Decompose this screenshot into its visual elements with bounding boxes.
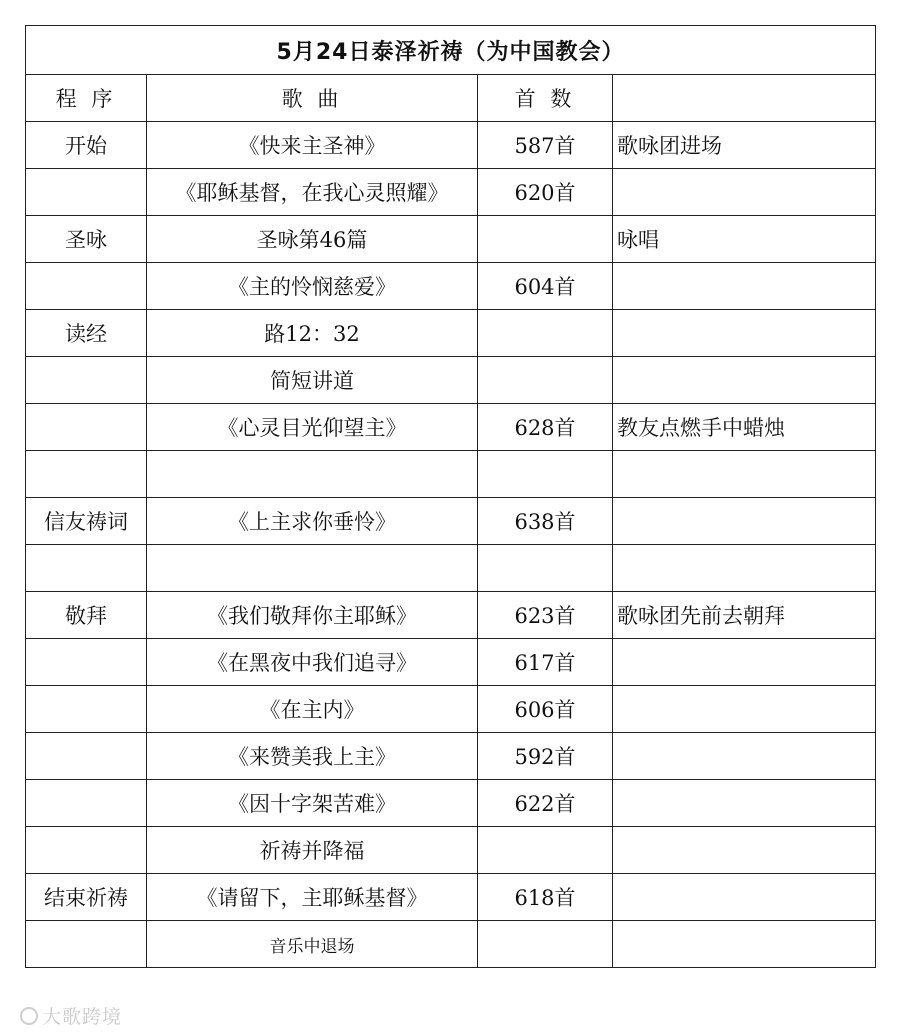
song-cell: 《耶稣基督，在我心灵照耀》 — [147, 169, 478, 216]
song-cell: 《上主求你垂怜》 — [147, 498, 478, 545]
step-cell — [26, 921, 147, 968]
table-row — [26, 451, 876, 498]
note-cell: 教友点燃手中蜡烛 — [613, 404, 876, 451]
watermark — [20, 1002, 122, 1029]
song-cell: 《心灵目光仰望主》 — [147, 404, 478, 451]
song-cell — [147, 545, 478, 592]
table-row — [26, 874, 876, 921]
step-cell — [26, 780, 147, 827]
table-row — [26, 545, 876, 592]
header-row — [26, 75, 876, 122]
note-cell — [613, 310, 876, 357]
step-cell — [26, 263, 147, 310]
header-song: 歌 曲 — [147, 75, 478, 122]
table-row — [26, 921, 876, 968]
step-cell — [26, 639, 147, 686]
number-cell: 606首 — [478, 686, 613, 733]
program-table — [25, 25, 876, 968]
song-cell: 《在黑夜中我们追寻》 — [147, 639, 478, 686]
number-cell — [478, 827, 613, 874]
table-row — [26, 498, 876, 545]
table-row — [26, 733, 876, 780]
note-cell — [613, 921, 876, 968]
title-row — [26, 26, 876, 75]
step-cell: 信友祷词 — [26, 498, 147, 545]
number-cell — [478, 451, 613, 498]
note-cell — [613, 545, 876, 592]
song-cell: 祈祷并降福 — [147, 827, 478, 874]
number-cell: 618首 — [478, 874, 613, 921]
number-cell — [478, 357, 613, 404]
number-cell: 620首 — [478, 169, 613, 216]
number-cell — [478, 545, 613, 592]
note-cell — [613, 498, 876, 545]
number-cell — [478, 216, 613, 263]
step-cell — [26, 545, 147, 592]
song-cell: 圣咏第46篇 — [147, 216, 478, 263]
note-cell — [613, 263, 876, 310]
number-cell: 622首 — [478, 780, 613, 827]
step-cell — [26, 451, 147, 498]
note-cell — [613, 827, 876, 874]
song-cell — [147, 451, 478, 498]
number-cell: 617首 — [478, 639, 613, 686]
circle-logo-icon — [20, 1007, 38, 1025]
header-note — [613, 75, 876, 122]
step-cell — [26, 357, 147, 404]
song-cell: 路12：32 — [147, 310, 478, 357]
table-row — [26, 639, 876, 686]
note-cell — [613, 451, 876, 498]
note-cell — [613, 169, 876, 216]
number-cell — [478, 310, 613, 357]
table-row — [26, 122, 876, 169]
step-cell: 敬拜 — [26, 592, 147, 639]
table-row — [26, 686, 876, 733]
song-cell: 《因十字架苦难》 — [147, 780, 478, 827]
step-cell — [26, 827, 147, 874]
note-cell: 歌咏团进场 — [613, 122, 876, 169]
header-step: 程 序 — [26, 75, 147, 122]
step-cell: 结束祈祷 — [26, 874, 147, 921]
table-row — [26, 357, 876, 404]
number-cell: 638首 — [478, 498, 613, 545]
watermark-text: 大歌跨境 — [42, 1006, 123, 1028]
step-cell: 读经 — [26, 310, 147, 357]
note-cell — [613, 733, 876, 780]
number-cell — [478, 921, 613, 968]
table-row — [26, 310, 876, 357]
program-rows — [26, 122, 876, 968]
song-cell: 《快来主圣神》 — [147, 122, 478, 169]
note-cell — [613, 686, 876, 733]
table-row — [26, 169, 876, 216]
note-cell — [613, 874, 876, 921]
number-cell: 604首 — [478, 263, 613, 310]
song-cell: 《请留下，主耶稣基督》 — [147, 874, 478, 921]
number-cell: 623首 — [478, 592, 613, 639]
step-cell: 圣咏 — [26, 216, 147, 263]
table-row — [26, 827, 876, 874]
header-number: 首 数 — [478, 75, 613, 122]
song-cell: 简短讲道 — [147, 357, 478, 404]
note-cell — [613, 639, 876, 686]
table-row — [26, 404, 876, 451]
step-cell — [26, 733, 147, 780]
document-title: 5月24日泰泽祈祷（为中国教会） — [26, 26, 876, 75]
number-cell: 587首 — [478, 122, 613, 169]
table-row — [26, 216, 876, 263]
note-cell: 歌咏团先前去朝拜 — [613, 592, 876, 639]
table-row — [26, 780, 876, 827]
step-cell — [26, 686, 147, 733]
table-row — [26, 263, 876, 310]
step-cell — [26, 169, 147, 216]
note-cell — [613, 357, 876, 404]
song-cell: 《来赞美我上主》 — [147, 733, 478, 780]
step-cell — [26, 404, 147, 451]
song-cell: 音乐中退场 — [147, 921, 478, 968]
song-cell: 《我们敬拜你主耶稣》 — [147, 592, 478, 639]
number-cell: 628首 — [478, 404, 613, 451]
note-cell — [613, 780, 876, 827]
note-cell: 咏唱 — [613, 216, 876, 263]
song-cell: 《在主内》 — [147, 686, 478, 733]
step-cell: 开始 — [26, 122, 147, 169]
table-row — [26, 592, 876, 639]
song-cell: 《主的怜悯慈爱》 — [147, 263, 478, 310]
number-cell: 592首 — [478, 733, 613, 780]
